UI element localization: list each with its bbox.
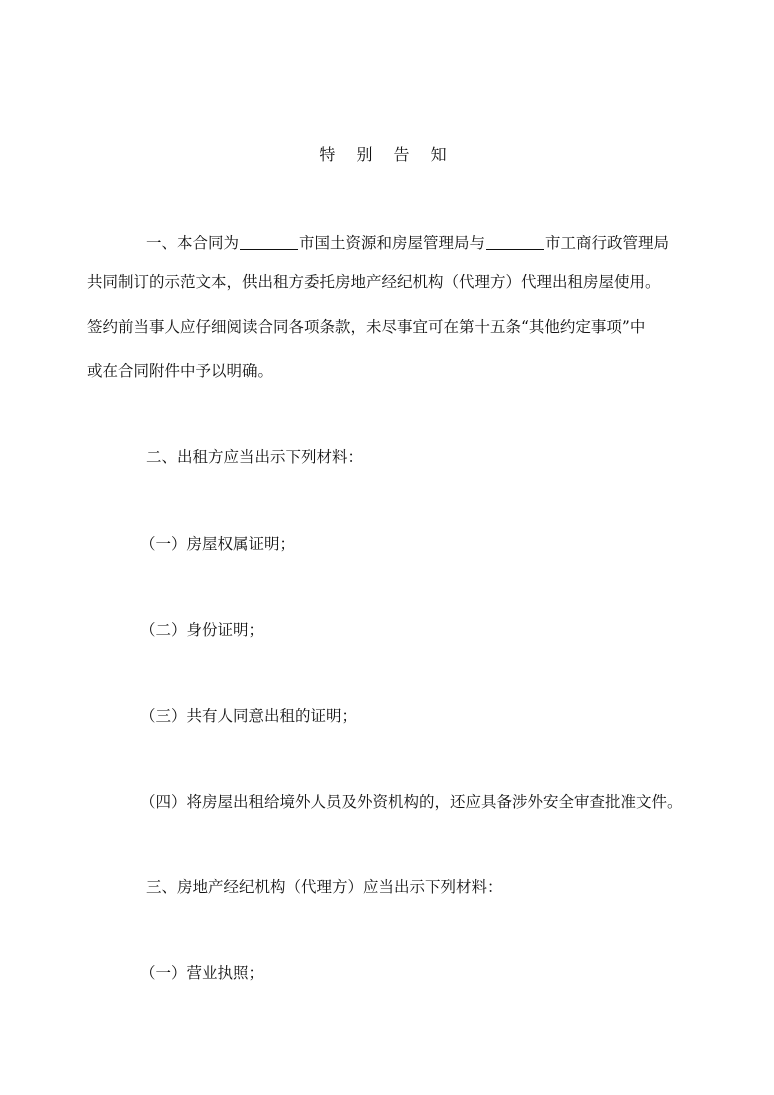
section1-text-b: 市国土资源和房屋管理局与: [299, 234, 486, 252]
blank-underline-city-2: [486, 233, 544, 250]
section2-heading: 二、出租方应当出示下列材料：: [146, 448, 364, 466]
section1-line4: 或在合同附件中予以明确。: [87, 362, 274, 380]
section2-item: （一）房屋权属证明；: [140, 535, 296, 553]
section3-heading: 三、房地产经纪机构（代理方）应当出示下列材料：: [146, 878, 503, 896]
section1-line2: 共同制订的示范文本，供出租方委托房地产经纪机构（代理方）代理出租房屋使用。: [87, 273, 661, 291]
section1-line1: [146, 232, 669, 254]
section1-line3: 签约前当事人应仔细阅读合同各项条款，未尽事宜可在第十五条“其他约定事项”中: [87, 318, 646, 336]
blank-underline-city-1: [240, 233, 298, 250]
section2-item: （四）将房屋出租给境外人员及外资机构的，还应具备涉外安全审查批准文件。: [140, 793, 683, 811]
section2-item: （二）身份证明；: [140, 621, 265, 639]
section1-text-c: 市工商行政管理局: [545, 234, 670, 252]
section1-text-a: 一、本合同为: [146, 234, 240, 252]
document-title: 特 别 告 知: [319, 145, 455, 164]
section2-item: （三）共有人同意出租的证明；: [140, 707, 358, 725]
section3-item: （一）营业执照；: [140, 964, 265, 982]
